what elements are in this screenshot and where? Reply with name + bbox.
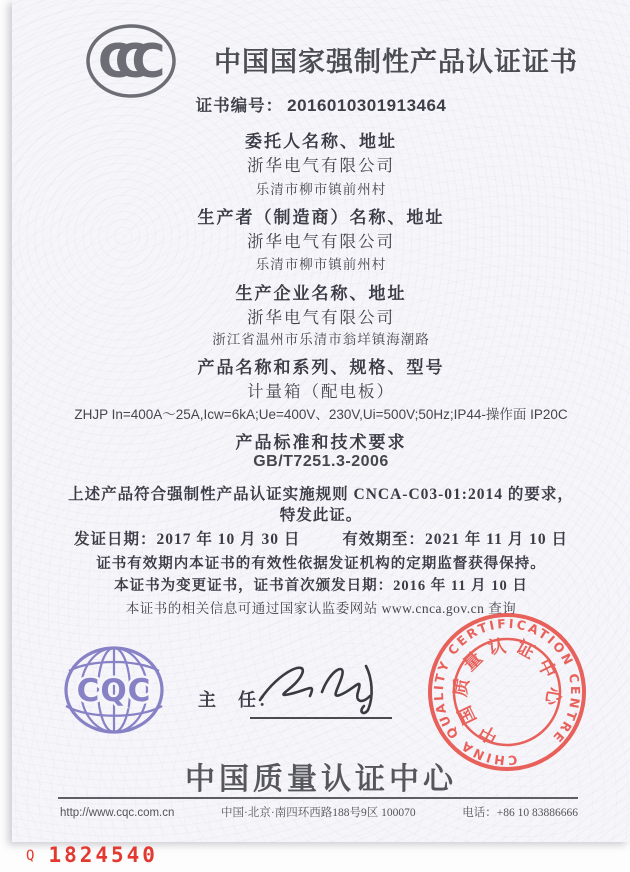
issue-date-label: 发证日期：	[74, 531, 157, 548]
factory-section-label: 生产企业名称、地址	[235, 284, 407, 303]
product-name: 计量箱（配电板）	[247, 382, 395, 401]
issuer-address: 中国·北京·南四环西路188号9区 100070	[221, 807, 416, 819]
cqc-globe-icon	[62, 644, 166, 741]
manufacturer-address: 乐清市柳市镇前州村	[255, 257, 387, 272]
certificate-number-row	[12, 92, 630, 116]
cqc-letters: CQC	[76, 673, 152, 709]
change-note: 本证书为变更证书，证书首次颁发日期：2016 年 11 月 10 日	[114, 578, 528, 594]
certificate-page	[12, 0, 630, 842]
standard-value: GB/T7251.3-2006	[253, 453, 389, 470]
applicant-section-label: 委托人名称、地址	[245, 132, 397, 151]
serial-prefix: Q	[26, 848, 35, 864]
product-section-label: 产品名称和系列、规格、型号	[197, 358, 445, 377]
issuer-phone: 电话：+86 10 83886666	[462, 807, 578, 819]
product-model: ZHJP In=400A～25A,Icw=6kA;Ue=400V、230V,Ui=500V;50Hz;IP44-操作面 IP20C	[74, 407, 568, 422]
expiry-date-value: 2021 年 11 月 10 日	[424, 531, 568, 548]
query-note: 本证书的相关信息可通过国家认监委网站 www.cnca.gov.cn 查询	[125, 601, 517, 616]
director-label: 主 任：	[198, 690, 278, 710]
signature-underline	[250, 717, 392, 719]
ccc-letters: CCC	[98, 34, 149, 88]
issuer-name: 中国质量认证中心	[185, 763, 457, 796]
validity-note: 证书有效期内本证书的有效性依据发证机构的定期监督获得保持。	[96, 556, 546, 572]
applicant-name: 浙华电气有限公司	[247, 156, 395, 175]
serial-number	[26, 843, 158, 867]
stamp-outer-text: CHINA QUALITY CERTIFICATION CENTRE	[430, 615, 584, 769]
manufacturer-name: 浙华电气有限公司	[247, 232, 395, 251]
manufacturer-section-label: 生产者（制造商）名称、地址	[197, 208, 445, 227]
footer-rule	[58, 797, 578, 799]
issuer-website: http://www.cqc.com.cn	[60, 807, 175, 819]
serial-digits: 1824540	[48, 843, 158, 867]
factory-name: 浙华电气有限公司	[247, 308, 395, 327]
issue-date-value: 2017 年 10 月 30 日	[156, 531, 301, 548]
expiry-date-label: 有效期至：	[342, 531, 425, 548]
compliance-statement-line2: 特发此证。	[279, 507, 363, 524]
applicant-address: 乐清市柳市镇前州村	[255, 182, 387, 197]
factory-address: 浙江省温州市乐清市翁垟镇海潮路	[212, 332, 430, 347]
standard-section-label: 产品标准和技术要求	[235, 433, 407, 452]
certificate-number-label: 证书编号：	[195, 96, 284, 115]
dates-row	[12, 527, 630, 549]
compliance-statement-line1: 上述产品符合强制性产品认证实施规则 CNCA-C03-01:2014 的要求，	[68, 486, 574, 503]
certificate-title: 中国国家强制性产品认证证书	[214, 47, 578, 77]
director-signature	[250, 652, 400, 721]
footer-row	[60, 804, 578, 820]
certificate-number-value: 2016010301913464	[287, 96, 447, 115]
stamp-inner-text: 中国质量认证中心	[449, 634, 565, 748]
